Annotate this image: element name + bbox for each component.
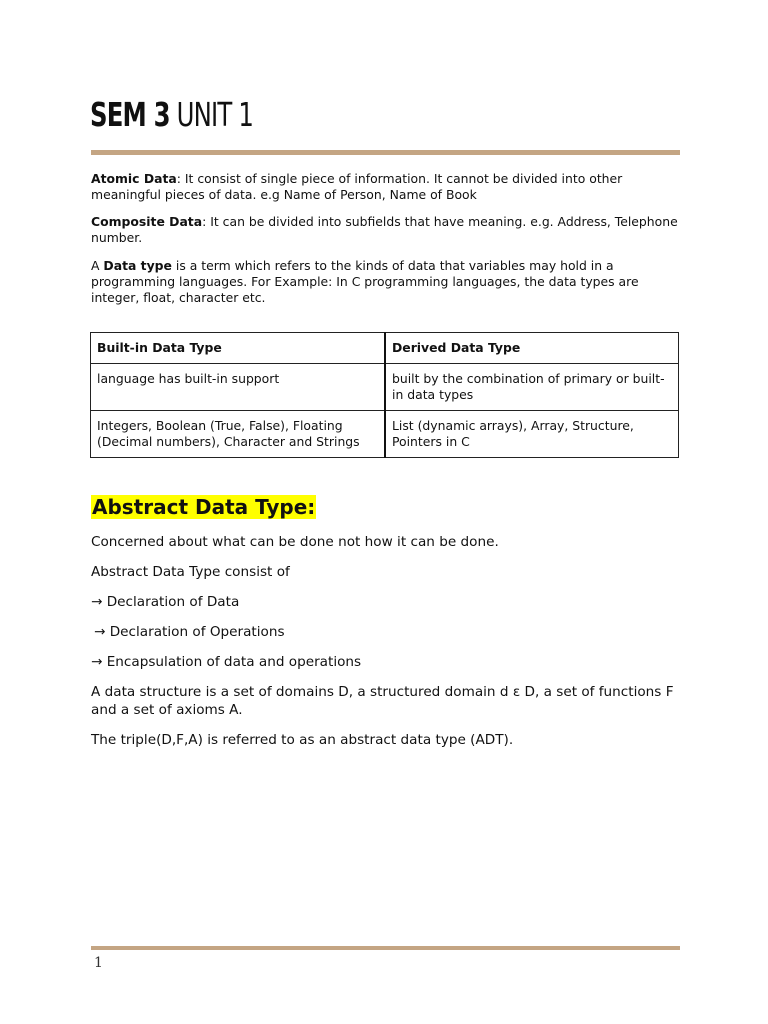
table-row	[91, 411, 679, 458]
data-type-term: Data type	[103, 258, 172, 273]
data-type-paragraph	[91, 258, 679, 306]
title-rest-part: UNIT 1	[169, 95, 254, 134]
data-type-text: is a term which refers to the kinds of data that variables may hold in a programming languages. For Example: In C programming languages, the data types are integer, float, character etc.	[91, 258, 639, 305]
adt-line: Abstract Data Type consist of	[91, 564, 290, 580]
adt-bullet: → Declaration of Data	[91, 594, 240, 610]
table-header-cell: Derived Data Type	[385, 333, 679, 364]
page-title	[90, 95, 253, 134]
atomic-data-paragraph	[91, 171, 679, 203]
adt-line: Concerned about what can be done not how it can be done.	[91, 534, 499, 550]
table-header-cell: Built-in Data Type	[91, 333, 386, 364]
composite-data-paragraph	[91, 214, 679, 246]
atomic-data-text: : It consist of single piece of information. It cannot be divided into other meaningful pieces of data. e.g Name of Person, Name of Book	[91, 171, 623, 202]
adt-bullet: → Encapsulation of data and operations	[91, 654, 362, 670]
table-cell: built by the combination of primary or built-in data types	[385, 364, 679, 411]
table-header-row	[91, 333, 679, 364]
composite-data-term: Composite Data	[91, 214, 203, 229]
table-row	[91, 364, 679, 411]
page-number: 1	[94, 955, 103, 971]
table-cell: language has built-in support	[91, 364, 386, 411]
adt-heading-text: Abstract Data Type:	[92, 495, 316, 519]
adt-bullet: → Declaration of Operations	[94, 624, 285, 640]
header-divider	[91, 150, 680, 155]
adt-heading	[91, 493, 316, 521]
footer-divider	[91, 946, 680, 950]
atomic-data-term: Atomic Data	[91, 171, 177, 186]
data-type-table	[90, 332, 679, 458]
table-cell: List (dynamic arrays), Array, Structure, Pointers in C	[385, 411, 679, 458]
composite-data-text: : It can be divided into subfields that have meaning. e.g. Address, Telephone number.	[91, 214, 678, 245]
table-cell: Integers, Boolean (True, False), Floating (Decimal numbers), Character and Strings	[91, 411, 386, 458]
title-bold-part: SEM 3	[90, 95, 170, 134]
adt-line: The triple(D,F,A) is referred to as an abstract data type (ADT).	[91, 732, 514, 748]
adt-line: A data structure is a set of domains D, a structured domain d ε D, a set of functions F and a set of axioms A.	[91, 684, 674, 718]
data-type-pre: A	[91, 258, 104, 273]
